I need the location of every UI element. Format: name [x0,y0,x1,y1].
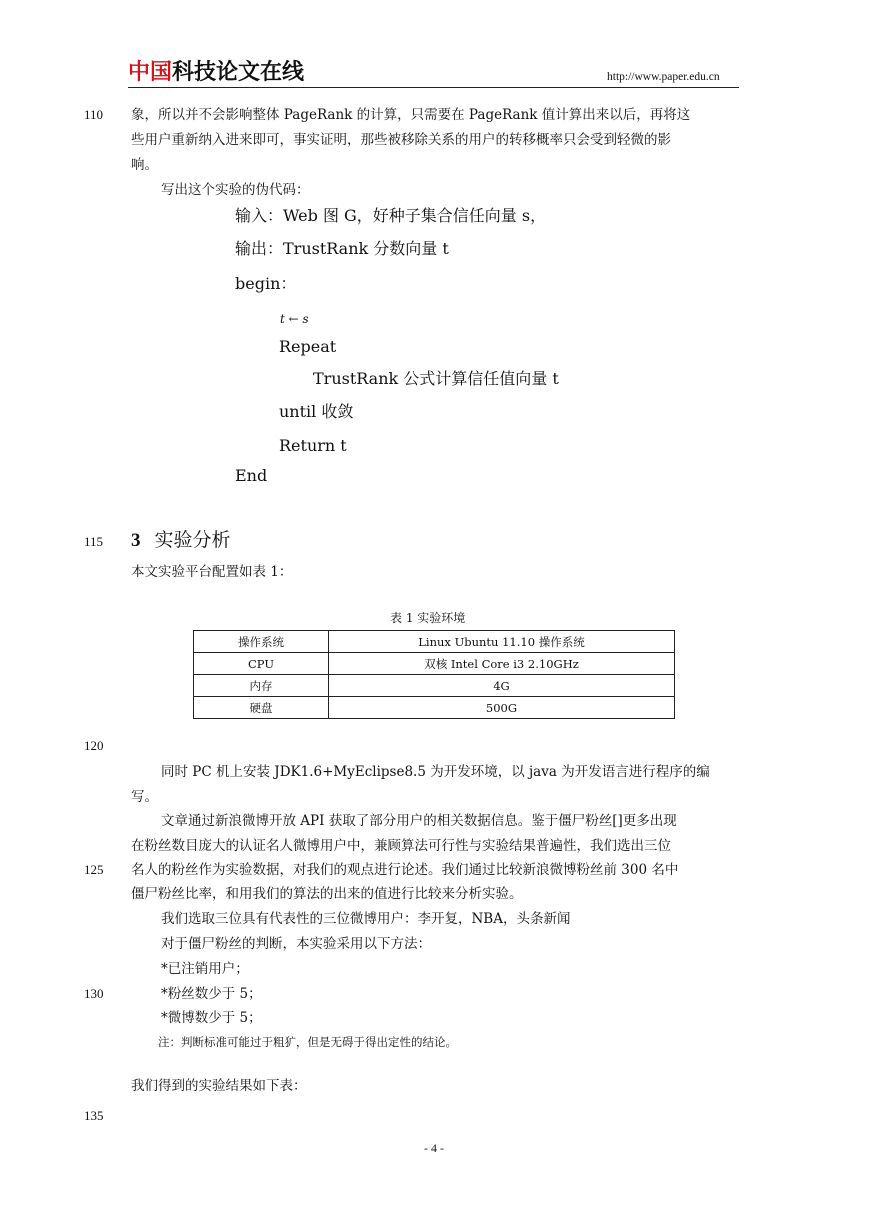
paragraph-1-line-1: 同时 PC 机上安装 JDK1.6+MyEclipse8.5 为开发环境，以 java 为开发语言进行程序的编 [161,764,710,780]
pseudocode-repeat: Repeat [279,337,337,356]
line-number-120: 120 [84,738,104,753]
section-title: 实验分析 [154,529,231,551]
pseudocode-input: 输入：Web 图 G，好种子集合信任向量 s， [235,206,547,225]
intro-line-3: 响。 [131,157,158,173]
table-row [194,653,675,675]
table-cell: 双核 Intel Core i3 2.10GHz [329,653,675,675]
journal-logo [128,60,304,86]
pseudocode-begin: begin： [235,274,297,293]
criterion-3: *微博数少于 5； [161,1010,262,1026]
table-cell: 操作系统 [194,631,329,653]
table-cell: 内存 [194,675,329,697]
table-row [194,675,675,697]
header-rule [128,87,739,88]
criterion-1: *已注销用户； [161,961,249,977]
table-cell: 硬盘 [194,697,329,719]
table-cell: CPU [194,653,329,675]
paragraph-2-line-1: 文章通过新浪微博开放 API 获取了部分用户的相关数据信息。鉴于僵尸粉丝[]更多出现 [161,813,677,829]
pseudocode-compute: TrustRank 公式计算信任值向量 t [313,369,559,388]
line-number-110: 110 [84,107,104,122]
paragraph-1-line-2: 写。 [131,789,158,805]
section-number: 3 [131,530,141,551]
table-cell: Linux Ubuntu 11.10 操作系统 [329,631,675,653]
paragraph-3: 我们选取三位具有代表性的三位微博用户：李开复，NBA，头条新闻 [161,911,571,927]
pseudocode-until: until 收敛 [279,402,354,421]
intro-line-2: 些用户重新纳入进来即可，事实证明，那些被移除关系的用户的转移概率只会受到轻微的影 [131,132,671,148]
criterion-2: *粉丝数少于 5； [161,986,262,1002]
pseudocode-return: Return t [279,436,347,455]
page-number: - 4 - [424,1141,444,1155]
section-heading [131,529,231,552]
table-cell: 500G [329,697,675,719]
table-row [194,631,675,653]
paragraph-2-line-3: 名人的粉丝作为实验数据，对我们的观点进行论述。我们通过比较新浪微博粉丝前 300 名中 [131,862,679,878]
table-cell: 4G [329,675,675,697]
results-intro: 我们得到的实验结果如下表： [131,1078,307,1094]
line-number-115: 115 [84,534,104,549]
section-intro: 本文实验平台配置如表 1： [131,564,293,580]
paragraph-4: 对于僵尸粉丝的判断，本实验采用以下方法： [161,936,431,952]
line-number-125: 125 [84,862,104,877]
table-row [194,697,675,719]
pseudocode-assign: t ← s [280,312,309,326]
intro-line-4: 写出这个实验的伪代码： [161,182,310,198]
paragraph-2-line-4: 僵尸粉丝比率，和用我们的算法的出来的值进行比较来分析实验。 [131,886,523,902]
table-caption: 表 1 实验环境 [390,611,466,625]
line-number-135: 135 [84,1108,104,1123]
criteria-note: 注：判断标准可能过于粗犷，但是无碍于得出定性的结论。 [158,1035,457,1049]
logo-red-text: 中国 [128,60,173,85]
intro-line-1: 象，所以并不会影响整体 PageRank 的计算，只需要在 PageRank 值计算出来以后，再将这 [131,107,691,123]
environment-table [193,630,675,719]
paragraph-2-line-2: 在粉丝数目庞大的认证名人微博用户中，兼顾算法可行性与实验结果普遍性，我们选出三位 [131,838,671,854]
logo-black-text: 科技论文在线 [172,60,305,85]
pseudocode-end: End [235,466,268,485]
line-number-130: 130 [84,986,104,1001]
header-url: http://www.paper.edu.cn [607,71,720,83]
pseudocode-output: 输出：TrustRank 分数向量 t [235,239,449,258]
